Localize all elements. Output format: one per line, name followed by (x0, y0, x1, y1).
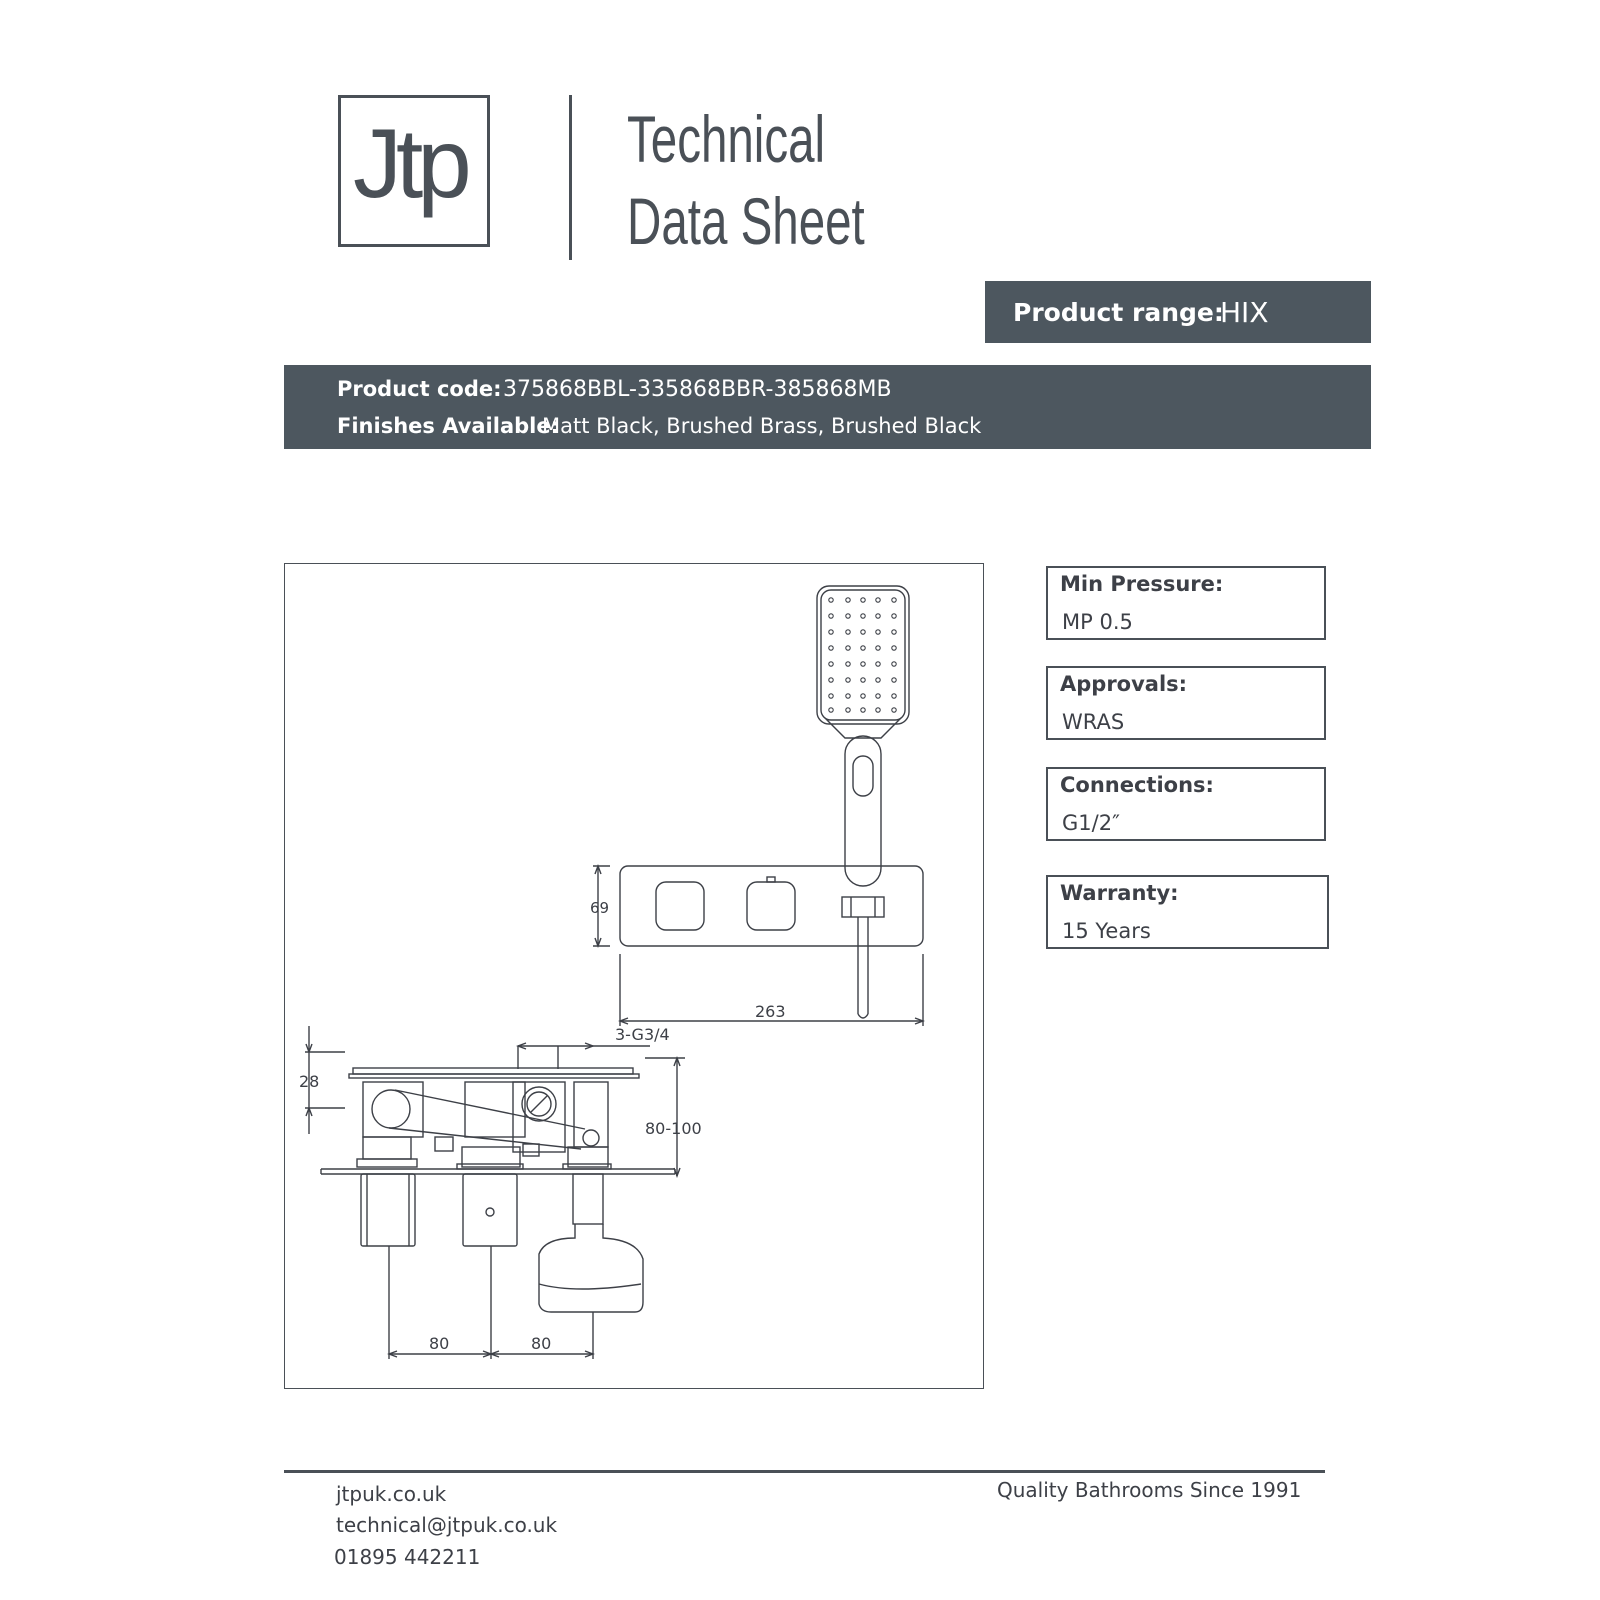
header-divider (569, 95, 572, 260)
spec-approvals (1046, 666, 1326, 740)
spec-min-pressure (1046, 566, 1326, 640)
nozzle-dot (876, 646, 880, 650)
nozzle-dot (846, 678, 850, 682)
product-code-value: 375868BBL-335868BBR-385868MB (503, 377, 892, 402)
title-line-2: Data Sheet (627, 184, 865, 258)
nozzle-dot (846, 630, 850, 634)
spec-label: Warranty: (1060, 881, 1179, 905)
dim-80-100 (645, 1058, 702, 1176)
nozzle-dot (892, 694, 896, 698)
spec-value: G1/2″ (1062, 811, 1120, 835)
dim-spacing (389, 1246, 593, 1359)
nozzle-dot (861, 708, 865, 712)
nozzle-dot (876, 630, 880, 634)
product-code-label: Product code: (337, 377, 502, 401)
footer-tagline: Quality Bathrooms Since 1991 (997, 1478, 1302, 1502)
product-range-value: HIX (1220, 296, 1269, 329)
nozzle-dot (876, 678, 880, 682)
product-code-bar (284, 365, 1371, 449)
dim-80-right-label: 80 (531, 1334, 552, 1353)
nozzle-dot (829, 598, 833, 602)
spec-connections (1046, 767, 1326, 841)
product-range-bar (985, 281, 1371, 343)
nozzle-dot (892, 614, 896, 618)
dim-69 (590, 866, 610, 946)
finishes-label: Finishes Available: (337, 414, 559, 438)
nozzle-dot (846, 694, 850, 698)
dim-28 (299, 1026, 345, 1134)
nozzle-dot (876, 614, 880, 618)
spec-value: WRAS (1062, 710, 1125, 734)
logo (338, 95, 490, 247)
finishes-value: Matt Black, Brushed Brass, Brushed Black (542, 414, 982, 438)
spec-value: 15 Years (1062, 919, 1151, 943)
nozzle-dot (861, 662, 865, 666)
spec-warranty (1046, 875, 1329, 949)
hand-shower (817, 586, 909, 886)
nozzle-dot (892, 646, 896, 650)
nozzle-dot (876, 694, 880, 698)
nozzle-dot (846, 598, 850, 602)
technical-drawing (284, 563, 984, 1389)
nozzle-dot (876, 662, 880, 666)
nozzle-dot (829, 708, 833, 712)
spec-label: Connections: (1060, 773, 1214, 797)
nozzle-dot (876, 598, 880, 602)
nozzle-dot (892, 662, 896, 666)
nozzle-dot (892, 630, 896, 634)
nozzle-dot (829, 694, 833, 698)
nozzle-dot (846, 662, 850, 666)
dim-28-label: 28 (299, 1072, 320, 1091)
nozzle-dot (861, 630, 865, 634)
nozzle-dot (861, 646, 865, 650)
nozzle-dot (846, 614, 850, 618)
nozzle-dot (861, 614, 865, 618)
faceplate (620, 866, 923, 1018)
nozzle-dot (829, 662, 833, 666)
nozzle-dot (846, 708, 850, 712)
title-line-1: Technical (627, 102, 826, 176)
product-range-label: Product range: (1013, 298, 1224, 327)
nozzle-dot (829, 678, 833, 682)
nozzle-dot (892, 678, 896, 682)
footer-phone: 01895 442211 (334, 1545, 481, 1569)
dim-80-100-label: 80-100 (645, 1119, 702, 1138)
nozzle-dot (861, 598, 865, 602)
footer-email[interactable]: technical@jtpuk.co.uk (336, 1513, 558, 1537)
nozzle-dot (829, 646, 833, 650)
nozzle-dot (861, 694, 865, 698)
dim-80-left-label: 80 (429, 1334, 450, 1353)
nozzle-dot (892, 598, 896, 602)
dim-thread-label: 3-G3/4 (615, 1025, 670, 1044)
nozzle-dot (861, 678, 865, 682)
drawing-svg (285, 564, 985, 1390)
spec-label: Approvals: (1060, 672, 1188, 696)
footer-rule (284, 1470, 1325, 1473)
nozzle-dot (829, 630, 833, 634)
valve-body (321, 1025, 675, 1312)
dim-263 (620, 954, 923, 1026)
logo-text: Jtp (353, 108, 466, 218)
dim-263-label: 263 (755, 1002, 786, 1021)
nozzle-dot (829, 614, 833, 618)
nozzle-dot (846, 646, 850, 650)
dim-69-label: 69 (590, 899, 610, 917)
spec-label: Min Pressure: (1060, 572, 1224, 596)
nozzle-dot (876, 708, 880, 712)
spec-value: MP 0.5 (1062, 610, 1133, 634)
nozzle-dot (892, 708, 896, 712)
footer-website[interactable]: jtpuk.co.uk (336, 1482, 447, 1506)
